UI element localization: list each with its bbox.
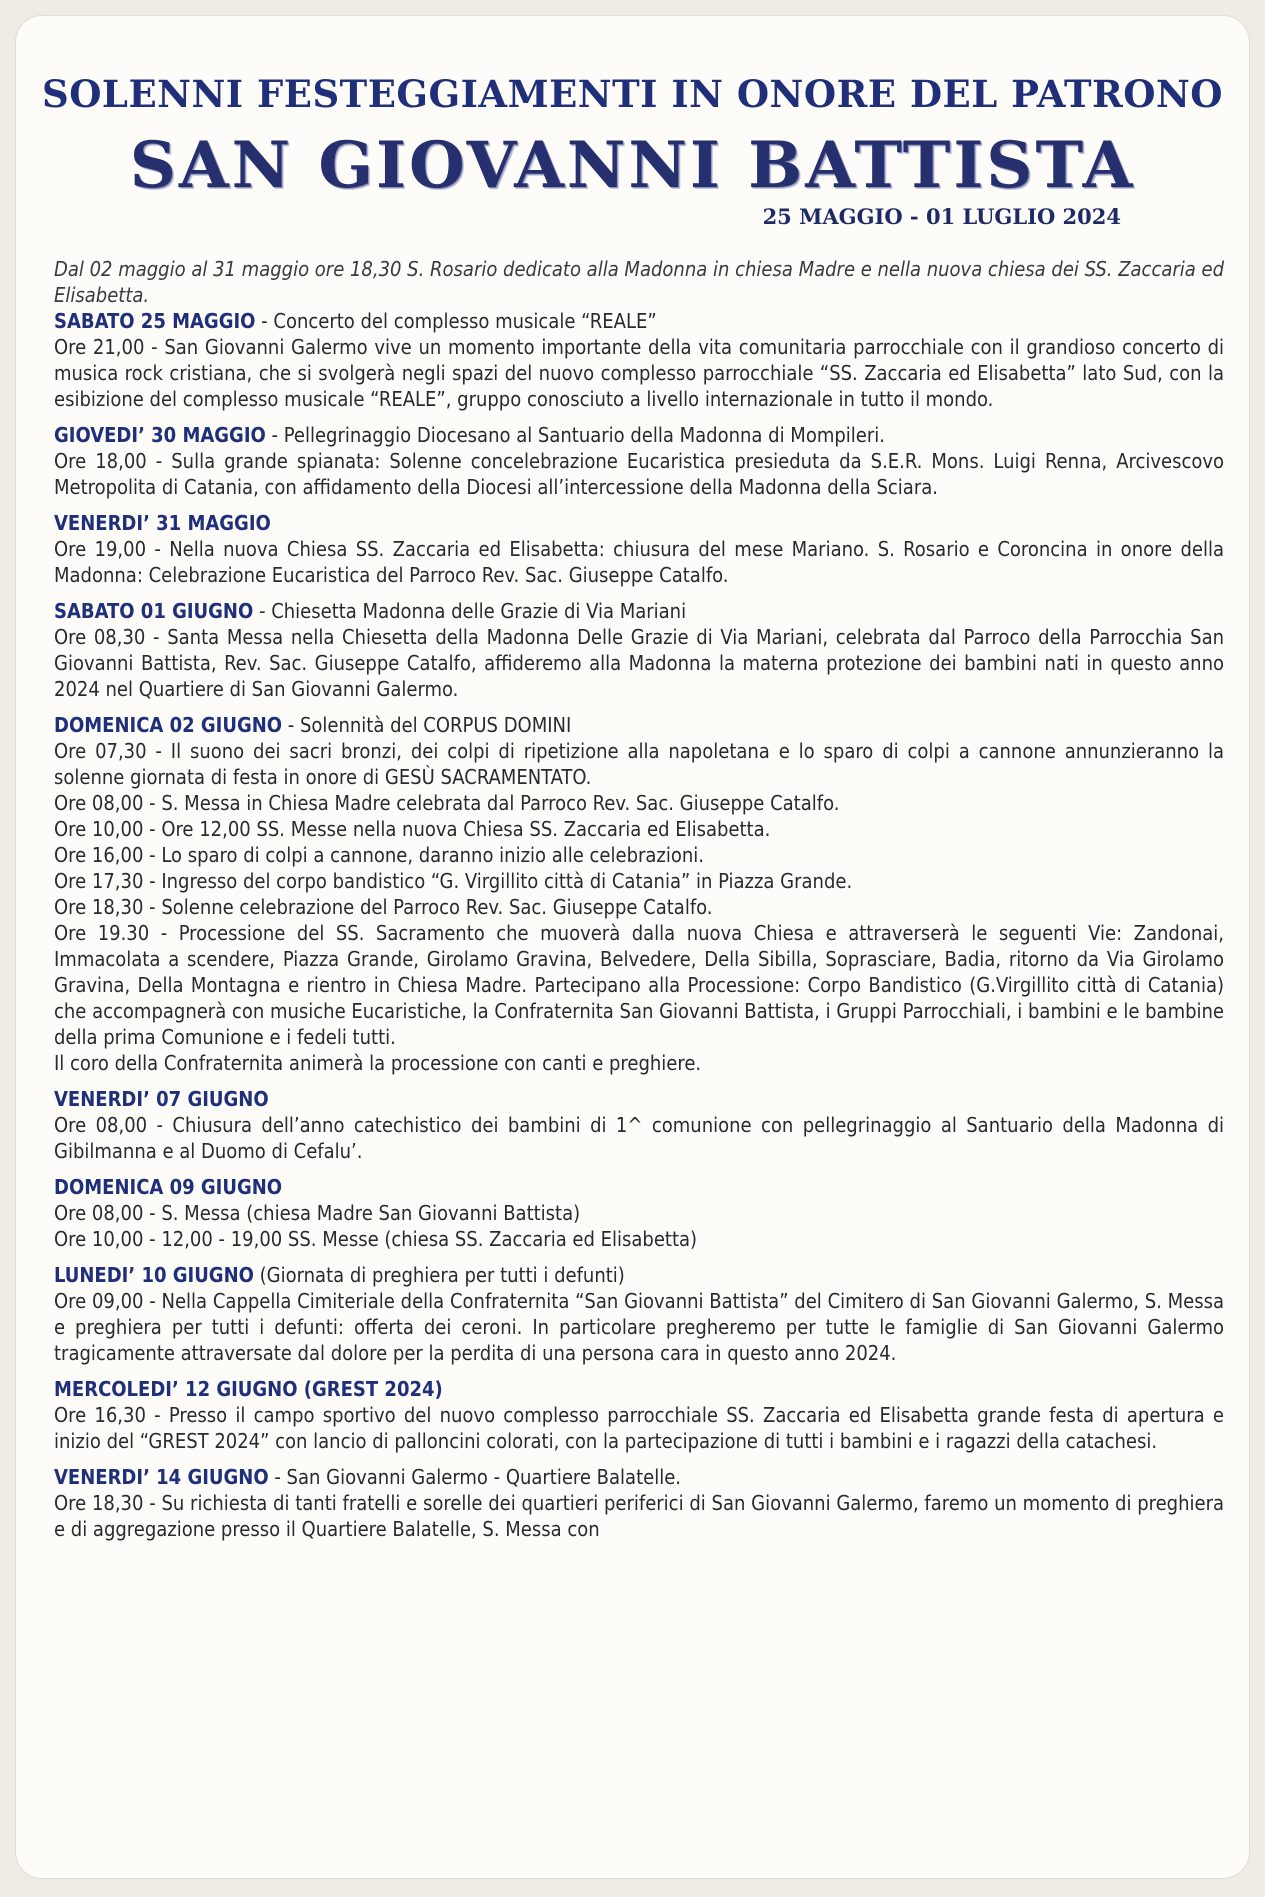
programme-body xyxy=(54,256,1224,1552)
event-line: Ore 10,00 - 12,00 - 19,00 SS. Messe (chiesa SS. Zaccaria ed Elisabetta) xyxy=(54,1227,698,1251)
event-line: Ore 21,00 - San Giovanni Galermo vive un momento importante della vita comunitaria parrocchiale con il grandioso concerto di musica rock cristiana, che si svolgerà negli spazi del nuovo complesso parrocchiale “SS. Zaccaria ed Elisabetta” lato Sud, con la esibizione del complesso musicale “REALE”, gruppo conosciuto a livello internazionale in tutto il mondo. xyxy=(54,335,1224,411)
event-line: Ore 08,30 - Santa Messa nella Chiesetta della Madonna Delle Grazie di Via Mariani, celebrata dal Parroco della Parrocchia San Giovanni Battista, Rev. Sac. Giuseppe Catalfo, affideremo alla Madonna la materna protezione dei bambini nati in questo anno 2024 nel Quartiere di San Giovanni Galermo. xyxy=(54,625,1224,701)
day-heading xyxy=(54,308,1224,334)
day-title: VENERDI’ 31 MAGGIO xyxy=(54,511,271,535)
day-heading xyxy=(54,598,1224,624)
day-heading xyxy=(54,1376,1224,1402)
day-heading xyxy=(54,422,1224,448)
event-line: Ore 16,00 - Lo sparo di colpi a cannone, daranno inizio alle celebrazioni. xyxy=(54,843,704,867)
day-heading xyxy=(54,510,1224,536)
schedule-day xyxy=(54,308,1224,412)
day-note: - Pellegrinaggio Diocesano al Santuario della Madonna di Mompileri. xyxy=(265,423,885,447)
sections-list xyxy=(54,308,1224,1542)
programme-card xyxy=(16,16,1249,1878)
header-title: SAN GIOVANNI BATTISTA xyxy=(129,128,1136,203)
event-line: Ore 07,30 - Il suono dei sacri bronzi, dei colpi di ripetizione alla napoletana e lo sparo di colpi a cannone annunzieranno la solenne giornata di festa in onore di GESÙ SACRAMENTATO. xyxy=(54,739,1224,789)
day-note: - San Giovanni Galermo - Quartiere Balatelle. xyxy=(268,1465,681,1489)
schedule-day xyxy=(54,422,1224,500)
day-note: - Chiesetta Madonna delle Grazie di Via Mariani xyxy=(253,599,687,623)
event-line: Ore 17,30 - Ingresso del corpo bandistico “G. Virgillito città di Catania” in Piazza Grande. xyxy=(54,869,853,893)
schedule-day xyxy=(54,598,1224,702)
schedule-day xyxy=(54,510,1224,588)
day-title: VENERDI’ 14 GIUGNO xyxy=(54,1465,269,1489)
day-title: SABATO 01 GIUGNO xyxy=(54,599,254,623)
day-heading xyxy=(54,1174,1224,1200)
day-heading xyxy=(54,1262,1224,1288)
day-title: DOMENICA 02 GIUGNO xyxy=(54,713,283,737)
header-subtitle: SOLENNI FESTEGGIAMENTI IN ONORE DEL PATRONO xyxy=(41,72,1224,116)
event-line: Ore 08,00 - S. Messa in Chiesa Madre celebrata dal Parroco Rev. Sac. Giuseppe Catalfo. xyxy=(54,791,840,815)
event-line: Ore 09,00 - Nella Cappella Cimiteriale della Confraternita “San Giovanni Battista” del Cimitero di San Giovanni Galermo, S. Messa e preghiera per tutti i defunti: offerta dei ceroni. In particolare pregheremo per tutte le famiglie di San Giovanni Galermo tragicamente attraversate dal dolore per la perdita di una persona cara in questo anno 2024. xyxy=(54,1289,1224,1365)
day-heading xyxy=(54,1086,1224,1112)
day-note: - Concerto del complesso musicale “REALE” xyxy=(255,309,657,333)
event-line: Ore 10,00 - Ore 12,00 SS. Messe nella nuova Chiesa SS. Zaccaria ed Elisabetta. xyxy=(54,817,771,841)
day-title: LUNEDI’ 10 GIUGNO xyxy=(54,1263,254,1287)
day-title: VENERDI’ 07 GIUGNO xyxy=(54,1087,269,1111)
event-line: Il coro della Confraternita animerà la processione con canti e preghiere. xyxy=(54,1051,702,1075)
event-line: Ore 16,30 - Presso il campo sportivo del nuovo complesso parrocchiale SS. Zaccaria ed Elisabetta grande festa di apertura e inizio del “GREST 2024” con lancio di palloncini colorati, con la partecipazione di tutti i bambini e i ragazzi della catachesi. xyxy=(54,1403,1224,1453)
day-heading xyxy=(54,712,1224,738)
day-title: GIOVEDI’ 30 MAGGIO xyxy=(54,423,266,447)
event-line: Ore 19,00 - Nella nuova Chiesa SS. Zaccaria ed Elisabetta: chiusura del mese Mariano. S. Rosario e Coroncina in onore della Madonna: Celebrazione Eucaristica del Parroco Rev. Sac. Giuseppe Catalfo. xyxy=(54,537,1224,587)
event-line: Ore 18,30 - Su richiesta di tanti fratelli e sorelle dei quartieri periferici di San Giovanni Galermo, faremo un momento di preghiera e di aggregazione presso il Quartiere Balatelle, S. Messa con xyxy=(54,1491,1224,1541)
day-title: DOMENICA 09 GIUGNO xyxy=(54,1175,283,1199)
event-line: Ore 19.30 - Processione del SS. Sacramento che muoverà dalla nuova Chiesa e attraverserà le seguenti Vie: Zandonai, Immacolata a scendere, Piazza Grande, Girolamo Gravina, Belvedere, Della Sibilla, Soprasciare, Badia, ritorno da Via Girolamo Gravina, Della Montagna e rientro in Chiesa Madre. Partecipano alla Processione: Corpo Bandistico (G.Virgillito città di Catania) che accompagnerà con musiche Eucaristiche, la Confraternita San Giovanni Battista, i Gruppi Parrocchiali, i bambini e le bambine della prima Comunione e i fedeli tutti. xyxy=(54,921,1224,1049)
header-dates: 25 MAGGIO - 01 LUGLIO 2024 xyxy=(762,204,1121,229)
event-line: Ore 18,00 - Sulla grande spianata: Solenne concelebrazione Eucaristica presieduta da S.E.R. Mons. Luigi Renna, Arcivescovo Metropolita di Catania, con affidamento della Diocesi all’intercessione della Madonna della Sciara. xyxy=(54,449,1224,499)
schedule-day xyxy=(54,1174,1224,1252)
schedule-day xyxy=(54,1464,1224,1542)
schedule-day xyxy=(54,712,1224,1076)
event-line: Ore 18,30 - Solenne celebrazione del Parroco Rev. Sac. Giuseppe Catalfo. xyxy=(54,895,713,919)
intro-text: Dal 02 maggio al 31 maggio ore 18,30 S. Rosario dedicato alla Madonna in chiesa Madre e nella nuova chiesa dei SS. Zaccaria ed Elisabetta. xyxy=(54,257,1224,307)
schedule-day xyxy=(54,1262,1224,1366)
schedule-day xyxy=(54,1086,1224,1164)
day-title: MERCOLEDI’ 12 GIUGNO (GREST 2024) xyxy=(54,1377,443,1401)
event-line: Ore 08,00 - S. Messa (chiesa Madre San Giovanni Battista) xyxy=(54,1201,581,1225)
day-heading xyxy=(54,1464,1224,1490)
schedule-day xyxy=(54,1376,1224,1454)
event-line: Ore 08,00 - Chiusura dell’anno catechistico dei bambini di 1^ comunione con pellegrinaggio al Santuario della Madonna di Gibilmanna e al Duomo di Cefalu’. xyxy=(54,1113,1224,1163)
day-note: - Solennità del CORPUS DOMINI xyxy=(282,713,572,737)
day-note: (Giornata di preghiera per tutti i defunti) xyxy=(253,1263,625,1287)
day-title: SABATO 25 MAGGIO xyxy=(54,309,256,333)
